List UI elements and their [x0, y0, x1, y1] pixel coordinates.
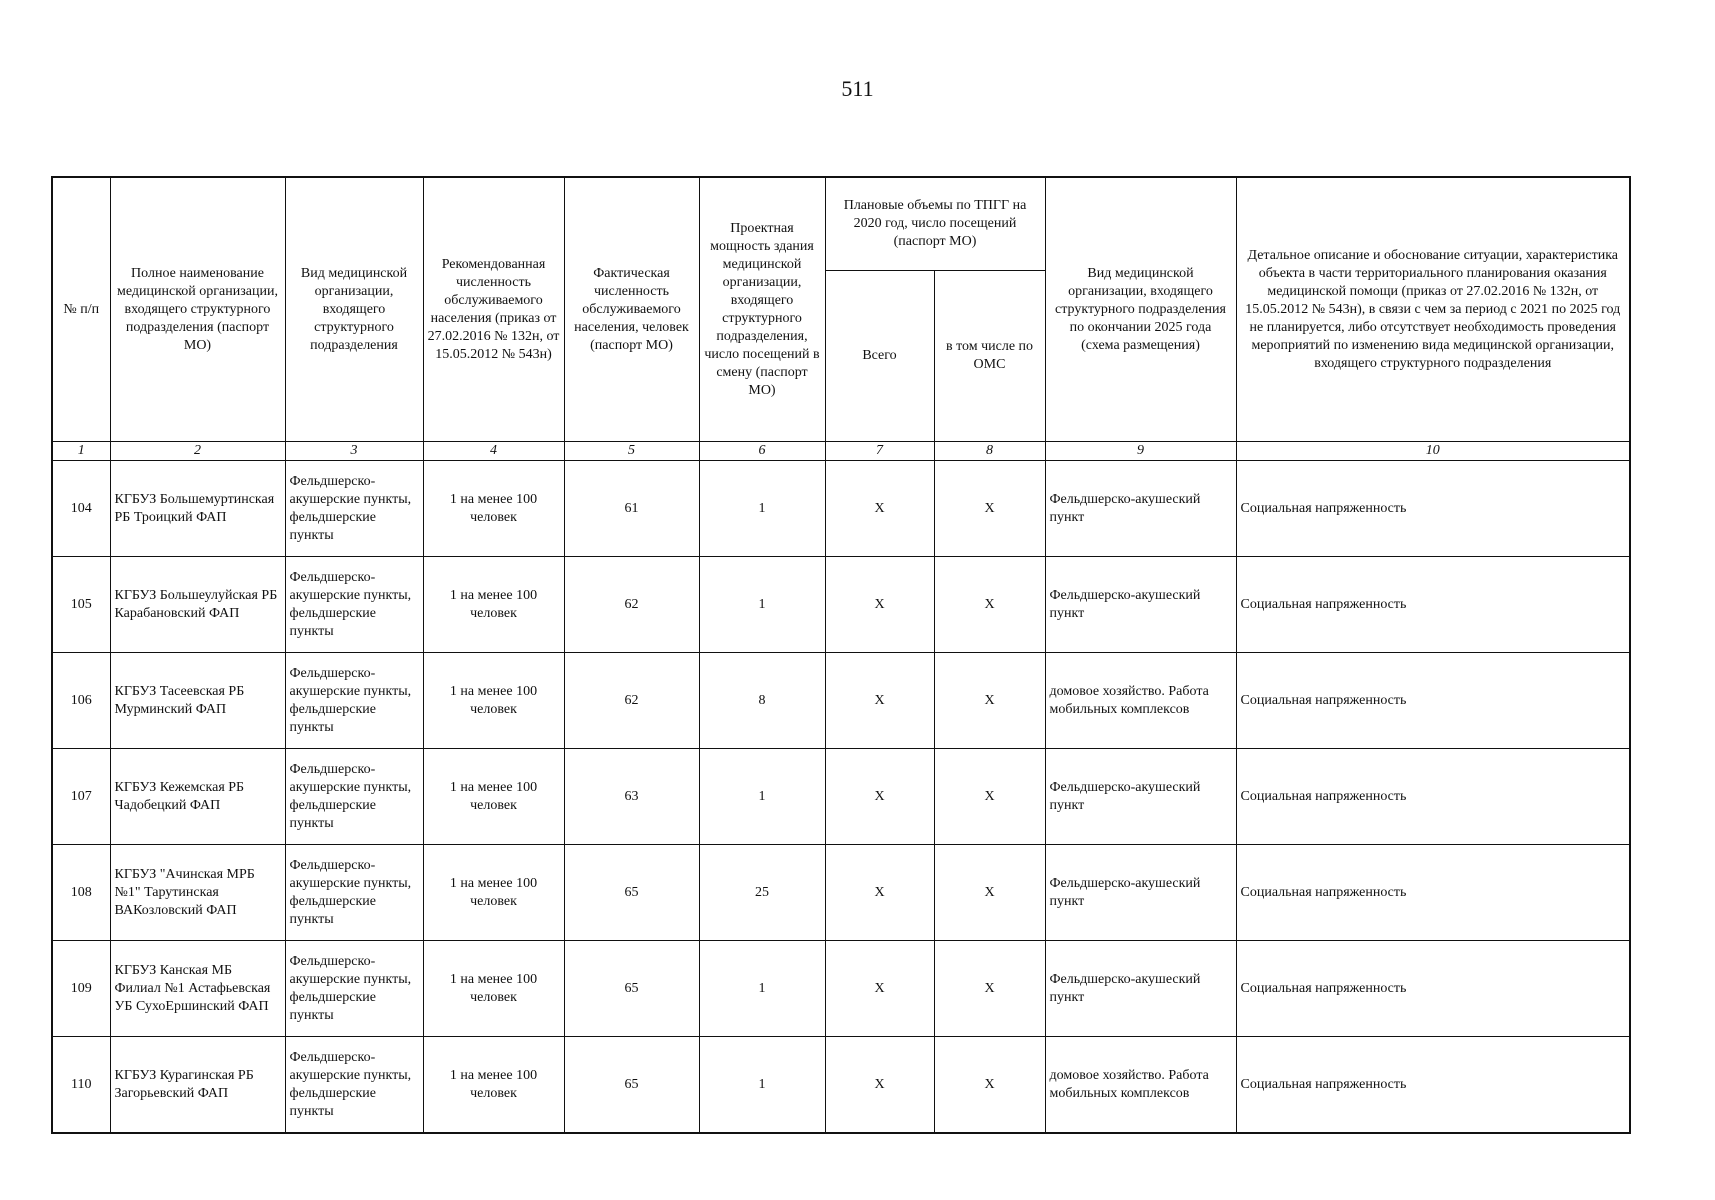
row-description: Социальная напряженность [1236, 1037, 1630, 1134]
row-actual: 63 [564, 749, 699, 845]
row-capacity: 25 [699, 845, 825, 941]
row-name: КГБУЗ Курагинская РБ Загорьевский ФАП [110, 1037, 285, 1134]
row-type-2025: Фельдшерско-акушеский пункт [1045, 845, 1236, 941]
row-recommended: 1 на менее 100 человек [423, 653, 564, 749]
row-recommended: 1 на менее 100 человек [423, 1037, 564, 1134]
header-row [52, 177, 1630, 271]
row-type: Фельдшерско-акушерские пункты, фельдшерские пункты [285, 1037, 423, 1134]
row-total: X [825, 461, 934, 557]
row-num: 106 [52, 653, 110, 749]
row-recommended: 1 на менее 100 человек [423, 749, 564, 845]
row-capacity: 1 [699, 557, 825, 653]
table-row [52, 845, 1630, 941]
row-recommended: 1 на менее 100 человек [423, 557, 564, 653]
row-capacity: 8 [699, 653, 825, 749]
header-type: Вид медицинской организации, входящего структурного подразделения [285, 177, 423, 442]
row-total: X [825, 653, 934, 749]
row-oms: X [934, 653, 1045, 749]
row-oms: X [934, 1037, 1045, 1134]
header-planned-oms: в том числе по ОМС [934, 271, 1045, 442]
column-number: 5 [564, 442, 699, 461]
row-description: Социальная напряженность [1236, 845, 1630, 941]
row-num: 110 [52, 1037, 110, 1134]
row-type-2025: Фельдшерско-акушеский пункт [1045, 941, 1236, 1037]
row-recommended: 1 на менее 100 человек [423, 941, 564, 1037]
row-total: X [825, 557, 934, 653]
column-number: 8 [934, 442, 1045, 461]
table-row [52, 557, 1630, 653]
row-actual: 65 [564, 845, 699, 941]
row-name: КГБУЗ Кежемская РБ Чадобецкий ФАП [110, 749, 285, 845]
row-actual: 65 [564, 1037, 699, 1134]
row-type-2025: домовое хозяйство. Работа мобильных комплексов [1045, 653, 1236, 749]
row-type: Фельдшерско-акушерские пункты, фельдшерские пункты [285, 749, 423, 845]
table-row [52, 941, 1630, 1037]
header-capacity: Проектная мощность здания медицинской организации, входящего структурного подразделения, число посещений в смену (паспорт МО) [699, 177, 825, 442]
row-num: 107 [52, 749, 110, 845]
row-actual: 62 [564, 557, 699, 653]
table-row [52, 653, 1630, 749]
row-name: КГБУЗ Большеулуйская РБ Карабановский ФАП [110, 557, 285, 653]
header-num: № п/п [52, 177, 110, 442]
row-type-2025: Фельдшерско-акушеский пункт [1045, 749, 1236, 845]
row-num: 109 [52, 941, 110, 1037]
row-description: Социальная напряженность [1236, 461, 1630, 557]
page-number: 511 [841, 76, 874, 101]
row-type: Фельдшерско-акушерские пункты, фельдшерские пункты [285, 653, 423, 749]
column-number: 6 [699, 442, 825, 461]
row-total: X [825, 1037, 934, 1134]
row-description: Социальная напряженность [1236, 749, 1630, 845]
table-row [52, 1037, 1630, 1134]
row-actual: 61 [564, 461, 699, 557]
column-number-row [52, 442, 1630, 461]
row-type: Фельдшерско-акушерские пункты, фельдшерские пункты [285, 461, 423, 557]
header-actual: Фактическая численность обслуживаемого населения, человек (паспорт МО) [564, 177, 699, 442]
header-recommended: Рекомендованная численность обслуживаемого населения (приказ от 27.02.2016 № 132н, от 15.05.2012 № 543н) [423, 177, 564, 442]
row-name: КГБУЗ Большемуртинская РБ Троицкий ФАП [110, 461, 285, 557]
row-name: КГБУЗ "Ачинская МРБ №1" Тарутинская ВАКозловский ФАП [110, 845, 285, 941]
column-number: 7 [825, 442, 934, 461]
column-number: 4 [423, 442, 564, 461]
table-row [52, 461, 1630, 557]
row-type-2025: Фельдшерско-акушеский пункт [1045, 557, 1236, 653]
header-type-2025: Вид медицинской организации, входящего структурного подразделения по окончании 2025 года (схема размещения) [1045, 177, 1236, 442]
row-name: КГБУЗ Канская МБ Филиал №1 Астафьевская УБ СухоЕршинский ФАП [110, 941, 285, 1037]
row-total: X [825, 749, 934, 845]
row-type: Фельдшерско-акушерские пункты, фельдшерские пункты [285, 941, 423, 1037]
header-planned: Плановые объемы по ТПГГ на 2020 год, число посещений (паспорт МО) [825, 177, 1045, 271]
row-type-2025: домовое хозяйство. Работа мобильных комплексов [1045, 1037, 1236, 1134]
column-number: 9 [1045, 442, 1236, 461]
column-number: 1 [52, 442, 110, 461]
row-total: X [825, 941, 934, 1037]
row-num: 108 [52, 845, 110, 941]
row-num: 105 [52, 557, 110, 653]
column-number: 2 [110, 442, 285, 461]
column-number: 3 [285, 442, 423, 461]
row-oms: X [934, 749, 1045, 845]
row-total: X [825, 845, 934, 941]
row-oms: X [934, 845, 1045, 941]
row-type: Фельдшерско-акушерские пункты, фельдшерские пункты [285, 557, 423, 653]
row-recommended: 1 на менее 100 человек [423, 461, 564, 557]
row-capacity: 1 [699, 1037, 825, 1134]
row-description: Социальная напряженность [1236, 653, 1630, 749]
row-type: Фельдшерско-акушерские пункты, фельдшерские пункты [285, 845, 423, 941]
facilities-table [51, 176, 1631, 1134]
row-oms: X [934, 461, 1045, 557]
row-actual: 65 [564, 941, 699, 1037]
row-type-2025: Фельдшерско-акушеский пункт [1045, 461, 1236, 557]
row-capacity: 1 [699, 941, 825, 1037]
table-row [52, 749, 1630, 845]
row-num: 104 [52, 461, 110, 557]
header-planned-total: Всего [825, 271, 934, 442]
column-number: 10 [1236, 442, 1630, 461]
row-capacity: 1 [699, 749, 825, 845]
row-oms: X [934, 557, 1045, 653]
row-oms: X [934, 941, 1045, 1037]
row-capacity: 1 [699, 461, 825, 557]
row-recommended: 1 на менее 100 человек [423, 845, 564, 941]
header-full-name: Полное наименование медицинской организации, входящего структурного подразделения (паспорт МО) [110, 177, 285, 442]
row-description: Социальная напряженность [1236, 557, 1630, 653]
row-name: КГБУЗ Тасеевская РБ Мурминский ФАП [110, 653, 285, 749]
row-description: Социальная напряженность [1236, 941, 1630, 1037]
header-description: Детальное описание и обоснование ситуации, характеристика объекта в части территориального планирования оказания медицинской помощи (приказ от 27.02.2016 № 132н, от 15.05.2012 № 543н), в связи с чем за период с 2021 по 2025 год не планируется, либо отсутствует необходимость проведения мероприятий по изменению вида медицинской организации, входящего структурного подразделения [1236, 177, 1630, 442]
row-actual: 62 [564, 653, 699, 749]
